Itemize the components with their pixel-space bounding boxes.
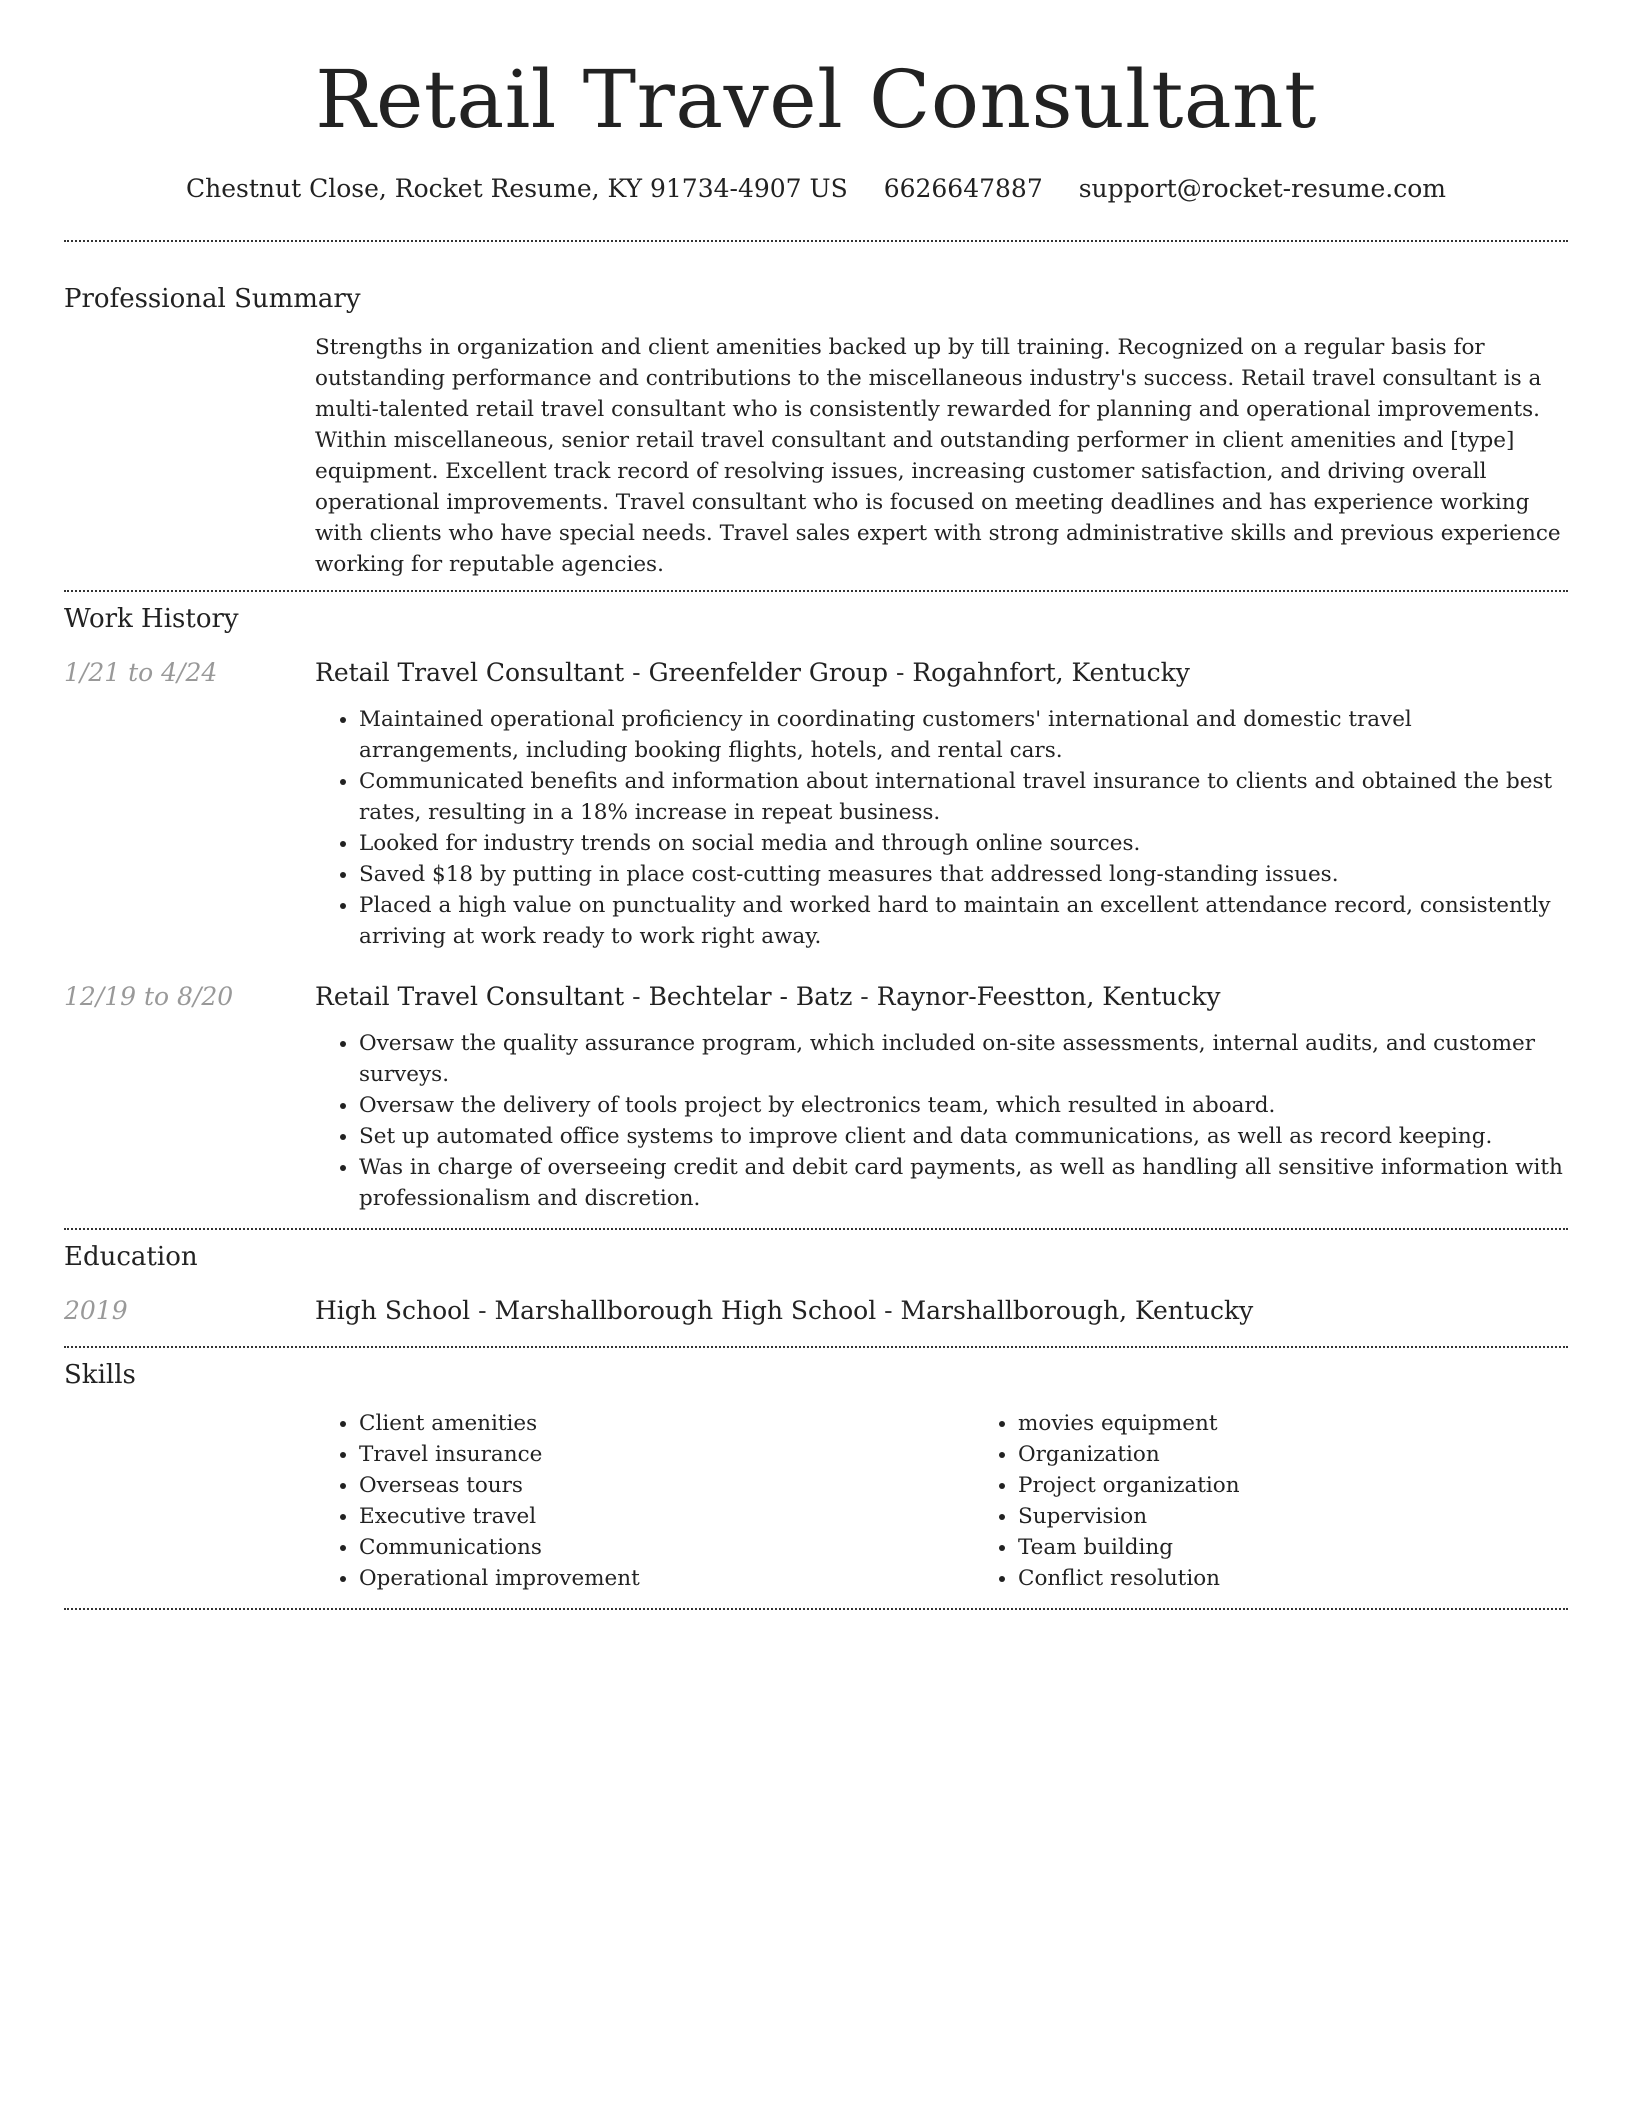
work-history-heading: Work History [64, 604, 239, 634]
job-bullets [315, 704, 1568, 952]
job-bullet: • Looked for industry trends on social media and through online sources. [359, 828, 1568, 859]
education-year: 2019 [64, 1296, 128, 1325]
contact-email: support@rocket-resume.com [1078, 174, 1447, 203]
skills-list-left [315, 1408, 974, 1594]
job-bullet: • Placed a high value on punctuality and worked hard to maintain an excellent attendance record, consistently arriving at work ready to work right away. [359, 890, 1568, 952]
education-heading-line: High School - Marshallborough High School - Marshallborough, Kentucky [315, 1296, 1254, 1325]
skill-item: • Organization [1018, 1439, 1632, 1470]
job-bullet: • Oversaw the delivery of tools project by electronics team, which resulted in aboard. [359, 1090, 1568, 1121]
education-location: Marshallborough, Kentucky [900, 1296, 1254, 1325]
job-heading: Retail Travel Consultant - Greenfelder Group - Rogahnfort, Kentucky [315, 658, 1190, 687]
skill-item: • Overseas tours [359, 1470, 974, 1501]
job-bullets [315, 1028, 1568, 1214]
skill-item: • Communications [359, 1532, 974, 1563]
contact-phone: 6626647887 [883, 174, 1043, 203]
summary-text: Strengths in organization and client amenities backed up by till training. Recognized on a regular basis for outstanding performance and contributions to the miscellaneous industry's success. Retail travel consultant is a multi-talented retail travel consultant who is consistently rewarded for planning and operational improvements. Within miscellaneous, senior retail travel consultant and outstanding performer in client amenities and [type] equipment. Excellent track record of resolving issues, increasing customer satisfaction, and driving overall operational improvements. Travel consultant who is focused on meeting deadlines and has experience working with clients who have special needs. Travel sales expert with strong administrative skills and previous experience working for reputable agencies. [315, 335, 1561, 577]
skill-item: • Operational improvement [359, 1563, 974, 1594]
education-heading: Education [64, 1242, 198, 1272]
education-divider [64, 1346, 1568, 1348]
job-location: Raynor-Feestton, Kentucky [876, 982, 1221, 1011]
skill-item: • Supervision [1018, 1501, 1632, 1532]
job-dates: 12/19 to 8/20 [64, 982, 234, 1011]
education-degree: High School [315, 1296, 471, 1325]
skill-item: • Team building [1018, 1532, 1632, 1563]
skill-item: • Executive travel [359, 1501, 974, 1532]
skills-columns [315, 1408, 1632, 1594]
contact-address: Chestnut Close, Rocket Resume, KY 91734-4907 US [185, 174, 848, 203]
job-bullet: • Saved $18 by putting in place cost-cutting measures that addressed long-standing issues. [359, 859, 1568, 890]
skill-item: • Travel insurance [359, 1439, 974, 1470]
summary-divider [64, 590, 1568, 592]
skills-section [64, 1358, 1568, 1594]
header-divider [64, 240, 1568, 242]
job-bullet: • Maintained operational proficiency in coordinating customers' international and domestic travel arrangements, including booking flights, hotels, and rental cars. [359, 704, 1568, 766]
job-heading: Retail Travel Consultant - Bechtelar - Batz - Raynor-Feestton, Kentucky [315, 982, 1221, 1011]
job-bullet: • Oversaw the quality assurance program, which included on-site assessments, internal audits, and customer surveys. [359, 1028, 1568, 1090]
skill-item: • Client amenities [359, 1408, 974, 1439]
job-location: Rogahnfort, Kentucky [912, 658, 1190, 687]
job-entry [64, 656, 1568, 952]
job-role: Retail Travel Consultant [315, 982, 625, 1011]
education-section [64, 1240, 1568, 1328]
job-company: Greenfelder Group [648, 658, 888, 687]
work-divider [64, 1228, 1568, 1230]
skill-item: • Project organization [1018, 1470, 1632, 1501]
job-company: Bechtelar - Batz [648, 982, 853, 1011]
skills-heading: Skills [64, 1360, 136, 1390]
skill-item: • Conflict resolution [1018, 1563, 1632, 1594]
job-role: Retail Travel Consultant [315, 658, 625, 687]
resume-name: Retail Travel Consultant [315, 53, 1317, 146]
work-history-section [64, 602, 1568, 1214]
job-bullet: • Communicated benefits and information about international travel insurance to clients and obtained the best rates, resulting in a 18% increase in repeat business. [359, 766, 1568, 828]
skill-item: • movies equipment [1018, 1408, 1632, 1439]
education-entry [64, 1294, 1568, 1328]
job-bullet: • Was in charge of overseeing credit and debit card payments, as well as handling all sensitive information with professionalism and discretion. [359, 1152, 1568, 1214]
summary-heading: Professional Summary [64, 284, 361, 314]
skills-list-right [974, 1408, 1632, 1594]
summary-section [64, 282, 1568, 580]
contact-line [64, 172, 1568, 206]
education-school: Marshallborough High School [494, 1296, 877, 1325]
job-bullet: • Set up automated office systems to improve client and data communications, as well as record keeping. [359, 1121, 1568, 1152]
skills-divider [64, 1608, 1568, 1610]
job-dates: 1/21 to 4/24 [64, 658, 218, 687]
job-entry [64, 980, 1568, 1214]
